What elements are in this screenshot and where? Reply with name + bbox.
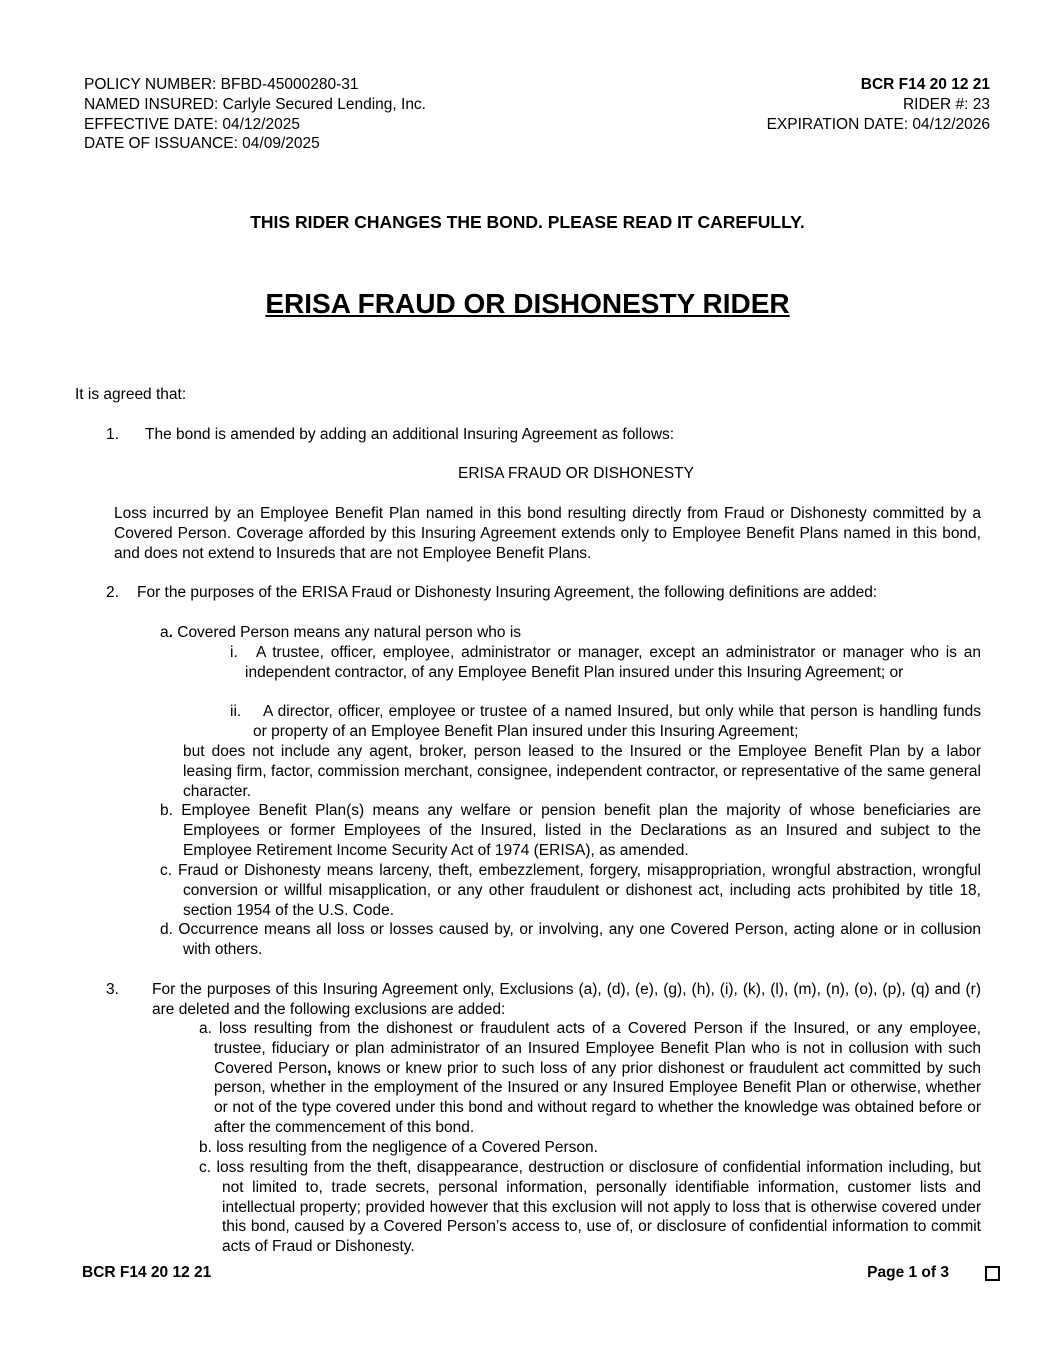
exclusion-a: a. loss resulting from the dishonest or fraudulent acts of a Covered Person if the Insured, or any employee, trustee, fiduciary or plan administrator of an Insured Employee Benefit Plan who is not in collusion with such Covered Person, knows or knew prior to such loss of any prior dishonest or fraudulent act committed by such person, whether in the employment of the Insured or any Insured Employee Benefit Plan or otherwise, whether or not of the type covered under this bond and without regard to whether the knowledge was obtained before or after the commencement of this bond. bbox=[199, 1020, 981, 1136]
definition-a-intro bbox=[160, 623, 521, 643]
insuring-agreement-paragraph: Loss incurred by an Employee Benefit Plan named in this bond resulting directly from Fraud or Dishonesty committed by a Covered Person. Coverage afforded by this Insuring Agreement extends only to Employee Benefit Plans named in this bond, and does not extend to Insureds that are not Employee Benefit Plans. bbox=[114, 505, 981, 562]
section-3-number: 3. bbox=[106, 981, 119, 998]
date-of-issuance: DATE OF ISSUANCE: 04/09/2025 bbox=[84, 135, 320, 153]
intro-text: It is agreed that: bbox=[75, 386, 187, 403]
insuring-agreement-heading: ERISA FRAUD OR DISHONESTY bbox=[458, 465, 694, 482]
definition-a-label: a bbox=[160, 624, 169, 641]
policy-number: POLICY NUMBER: BFBD-45000280-31 bbox=[84, 76, 359, 93]
page-number: Page 1 of 3 bbox=[867, 1264, 949, 1281]
footer-form-number: BCR F14 20 12 21 bbox=[82, 1264, 212, 1281]
effective-date: EFFECTIVE DATE: 04/12/2025 bbox=[84, 115, 300, 133]
definition-a-tail: but does not include any agent, broker, person leased to the Insured or the Employee Benefit Plan by a labor leasing firm, factor, commission merchant, consignee, independent contractor, or representative of the same general character. bbox=[183, 743, 981, 800]
definition-a-ii-text: A director, officer, employee or trustee of a named Insured, but only while that person is handling funds or property of an Employee Benefit Plan insured under this Insuring Agreement; bbox=[253, 703, 981, 740]
definition-a-ii-label: ii. bbox=[230, 703, 242, 720]
section-1-text: The bond is amended by adding an additional Insuring Agreement as follows: bbox=[145, 426, 675, 443]
rider-number: RIDER #: 23 bbox=[902, 95, 990, 113]
definition-a-i-text: A trustee, officer, employee, administrator or manager, except an administrator or manager who is an independent contractor, of any Employee Benefit Plan insured under this Insuring Agreement; or bbox=[245, 644, 981, 681]
notice-heading: THIS RIDER CHANGES THE BOND. PLEASE READ IT CAREFULLY. bbox=[250, 212, 805, 232]
definition-c: c. Fraud or Dishonesty means larceny, theft, embezzlement, forgery, misappropriation, wrongful abstraction, wrongful conversion or willful misapplication, or any other fraudulent or dishonest act, including acts prohibited by title 18, section 1954 of the U.S. Code. bbox=[160, 862, 981, 919]
section-3-text: For the purposes of this Insuring Agreement only, Exclusions (a), (d), (e), (g), (h), (i), (k), (l), (m), (n), (o), (p), (q) and (r) are deleted and the following exclusions are added: bbox=[152, 981, 981, 1018]
named-insured: NAMED INSURED: Carlyle Secured Lending, Inc. bbox=[84, 95, 426, 113]
exclusion-c: c. loss resulting from the theft, disappearance, destruction or disclosure of confidential information including, but not limited to, trade secrets, personal information, personally identifiable information, customer lists and intellectual property; provided however that this exclusion will not apply to loss that is otherwise covered under this bond, caused by a Covered Person’s access to, use of, or disclosure of confidential information to commit acts of Fraud or Dishonesty. bbox=[199, 1159, 981, 1256]
checkbox-icon[interactable] bbox=[985, 1266, 1000, 1281]
definition-a-i-label: i. bbox=[230, 644, 238, 661]
header-right bbox=[767, 75, 990, 134]
expiration-date: EXPIRATION DATE: 04/12/2026 bbox=[766, 115, 990, 133]
header-left bbox=[84, 75, 426, 154]
definition-b: b. Employee Benefit Plan(s) means any welfare or pension benefit plan the majority of whose beneficiaries are Employees or former Employees of the Insured, listed in the Declarations as an Insured and subject to the Employee Retirement Income Security Act of 1974 (ERISA), as amended. bbox=[160, 802, 981, 859]
section-2-number: 2. bbox=[106, 584, 119, 601]
definition-a-dot: . bbox=[168, 624, 173, 641]
definition-d: d. Occurrence means all loss or losses caused by, or involving, any one Covered Person, acting alone or in collusion with others. bbox=[160, 921, 981, 958]
document-title: ERISA FRAUD OR DISHONESTY RIDER bbox=[265, 288, 790, 319]
section-1-number: 1. bbox=[106, 426, 119, 443]
definition-a-text: Covered Person means any natural person who is bbox=[172, 624, 522, 641]
section-2-text: For the purposes of the ERISA Fraud or Dishonesty Insuring Agreement, the following definitions are added: bbox=[137, 584, 878, 601]
exclusion-b: b. loss resulting from the negligence of a Covered Person. bbox=[199, 1139, 598, 1156]
form-number: BCR F14 20 12 21 bbox=[860, 76, 990, 93]
